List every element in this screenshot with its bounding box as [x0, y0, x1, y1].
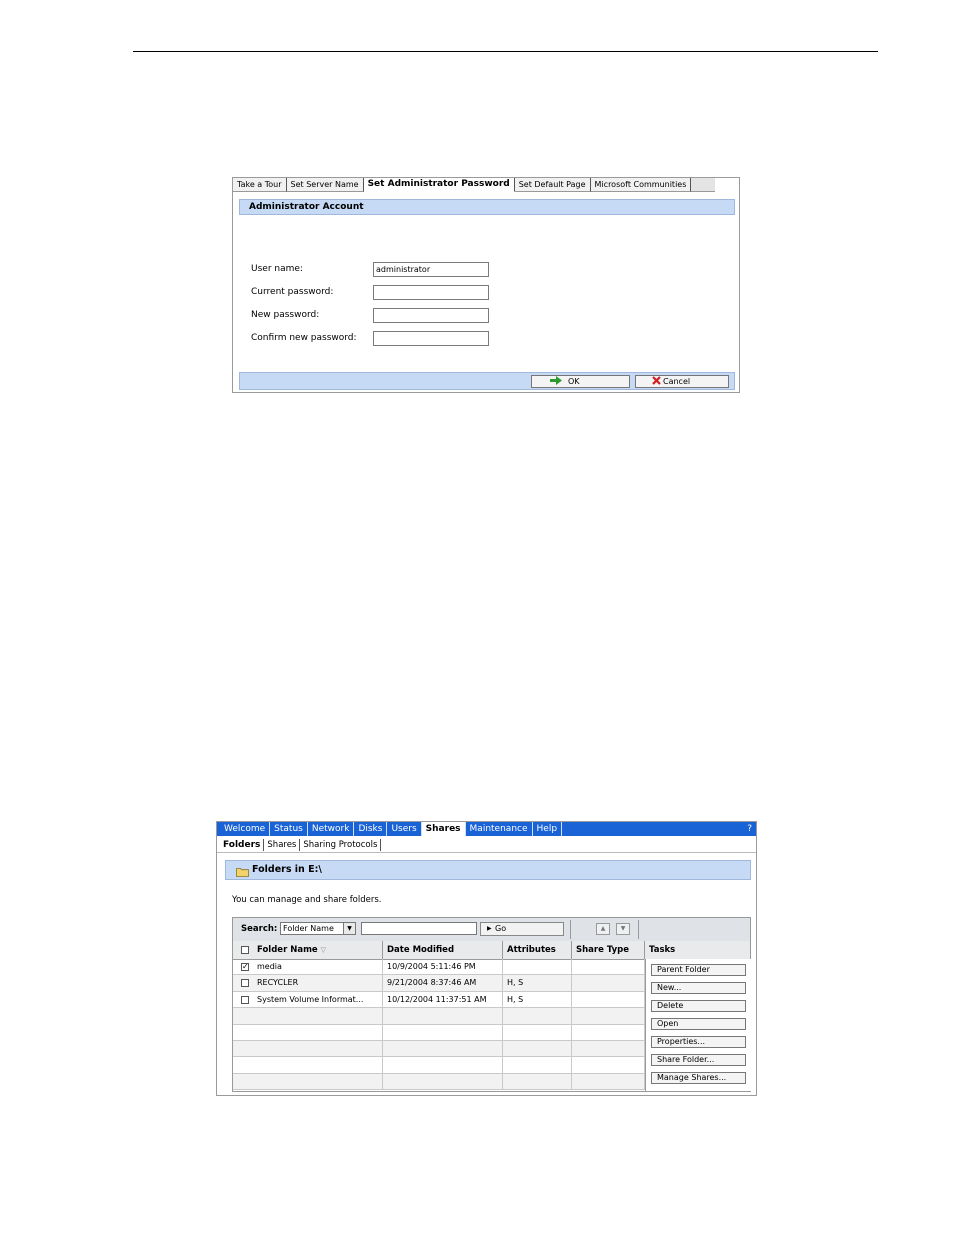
- page-header-rule: [133, 51, 878, 52]
- go-label: Go: [495, 924, 507, 933]
- ok-label: OK: [568, 377, 580, 386]
- search-label: Search:: [241, 924, 278, 934]
- search-toolbar: [233, 918, 750, 942]
- nav-status[interactable]: Status: [270, 822, 308, 836]
- cancel-label: Cancel: [663, 377, 691, 386]
- move-up-button[interactable]: [596, 923, 610, 935]
- subnav-shares[interactable]: Shares: [264, 839, 300, 851]
- green-arrow-icon: [550, 376, 562, 388]
- nav-help[interactable]: Help: [533, 822, 563, 836]
- new-password-field[interactable]: [373, 308, 489, 323]
- sort-indicator-icon: ▽: [320, 946, 327, 954]
- share-type-cell: [572, 975, 645, 990]
- folder-rows: [233, 959, 645, 1090]
- empty-row: [233, 1041, 645, 1057]
- tab-set-server-name[interactable]: Set Server Name: [287, 178, 364, 192]
- username-label: User name:: [251, 264, 303, 274]
- folder-icon: [236, 866, 249, 875]
- folder-name-cell: RECYCLER: [233, 975, 383, 990]
- toolbar-separator: [570, 920, 571, 939]
- col-share-type[interactable]: Share Type: [572, 941, 645, 959]
- tab-take-a-tour[interactable]: Take a Tour: [233, 178, 287, 192]
- nav-maintenance[interactable]: Maintenance: [466, 822, 533, 836]
- nav-disks[interactable]: Disks: [354, 822, 387, 836]
- red-x-icon: [652, 376, 661, 388]
- tab-microsoft-communities[interactable]: Microsoft Communities: [591, 178, 692, 192]
- current-password-field[interactable]: [373, 285, 489, 300]
- empty-row: [233, 1025, 645, 1041]
- folders-grid: [232, 917, 751, 1092]
- nav-users[interactable]: Users: [387, 822, 421, 836]
- section-title: Administrator Account: [239, 199, 735, 215]
- attributes-cell: H, S: [503, 975, 572, 990]
- help-question-icon[interactable]: ?: [747, 824, 752, 834]
- toolbar-separator: [638, 920, 639, 939]
- row-checkbox-checked[interactable]: ✓: [242, 962, 249, 971]
- search-field-select[interactable]: [280, 922, 356, 935]
- current-password-row: [251, 285, 491, 301]
- play-arrow-icon: ▶: [487, 925, 492, 932]
- subnav-sharing-protocols[interactable]: Sharing Protocols: [300, 839, 381, 851]
- admin-password-screenshot: [232, 177, 740, 393]
- confirm-password-label: Confirm new password:: [251, 333, 357, 343]
- folder-name-cell: System Volume Informat...: [233, 992, 383, 1007]
- col-folder-name[interactable]: [233, 941, 383, 959]
- attributes-cell: H, S: [503, 992, 572, 1007]
- col-attributes[interactable]: Attributes: [503, 941, 572, 959]
- main-nav-bar: [217, 822, 756, 836]
- sub-nav: [220, 839, 381, 851]
- empty-row: [233, 1074, 645, 1090]
- tab-strip-filler: [691, 178, 715, 192]
- intro-text: You can manage and share folders.: [232, 895, 382, 905]
- username-row: [251, 262, 491, 278]
- date-cell: 9/21/2004 8:37:46 AM: [383, 975, 503, 990]
- username-field[interactable]: administrator: [373, 262, 489, 277]
- search-input[interactable]: [361, 922, 477, 935]
- tab-set-administrator-password[interactable]: Set Administrator Password: [364, 178, 515, 192]
- parent-folder-button[interactable]: Parent Folder: [651, 964, 746, 976]
- properties-button[interactable]: Properties...: [651, 1036, 746, 1048]
- manage-shares-button[interactable]: Manage Shares...: [651, 1072, 746, 1084]
- share-folder-button[interactable]: Share Folder...: [651, 1054, 746, 1066]
- down-arrow-icon: ▼: [620, 925, 626, 932]
- chevron-down-icon: ▼: [343, 923, 355, 934]
- row-checkbox[interactable]: [241, 996, 249, 1004]
- col-tasks: Tasks: [649, 945, 676, 955]
- open-button[interactable]: Open: [651, 1018, 746, 1030]
- col-date-modified[interactable]: Date Modified: [383, 941, 503, 959]
- col-folder-name-label: Folder Name: [257, 945, 318, 955]
- new-password-label: New password:: [251, 310, 320, 320]
- current-password-label: Current password:: [251, 287, 334, 297]
- section-title: Folders in E:\: [252, 864, 322, 875]
- nav-welcome[interactable]: Welcome: [220, 822, 270, 836]
- share-type-cell: [572, 959, 645, 974]
- go-button[interactable]: [480, 922, 564, 936]
- shares-folders-screenshot: [216, 821, 757, 1096]
- up-arrow-icon: ▲: [600, 925, 606, 932]
- nav-network[interactable]: Network: [308, 822, 355, 836]
- search-field-value: Folder Name: [283, 924, 334, 933]
- cancel-button[interactable]: [635, 375, 729, 388]
- empty-row: [233, 1008, 645, 1024]
- new-button[interactable]: New...: [651, 982, 746, 994]
- grid-header: [233, 941, 750, 960]
- select-all-checkbox[interactable]: [241, 946, 249, 954]
- tasks-panel: [645, 959, 751, 1091]
- date-cell: 10/12/2004 11:37:51 AM: [383, 992, 503, 1007]
- delete-button[interactable]: Delete: [651, 1000, 746, 1012]
- folder-name-cell: media: [233, 959, 383, 974]
- tab-set-default-page[interactable]: Set Default Page: [515, 178, 591, 192]
- button-bar: [239, 372, 735, 390]
- empty-row: [233, 1057, 645, 1073]
- section-title-bar: [225, 860, 751, 880]
- row-checkbox[interactable]: [241, 979, 249, 987]
- tab-strip: [233, 178, 715, 192]
- nav-shares[interactable]: Shares: [422, 822, 466, 836]
- confirm-password-row: [251, 331, 491, 347]
- attributes-cell: [503, 959, 572, 974]
- date-cell: 10/9/2004 5:11:46 PM: [383, 959, 503, 974]
- table-row[interactable]: [233, 975, 645, 991]
- table-row[interactable]: [233, 992, 645, 1008]
- ok-button[interactable]: [531, 375, 630, 388]
- confirm-password-field[interactable]: [373, 331, 489, 346]
- table-row[interactable]: [233, 959, 645, 975]
- share-type-cell: [572, 992, 645, 1007]
- move-down-button[interactable]: [616, 923, 630, 935]
- new-password-row: [251, 308, 491, 324]
- subnav-divider: [217, 852, 756, 853]
- subnav-folders[interactable]: Folders: [220, 839, 264, 851]
